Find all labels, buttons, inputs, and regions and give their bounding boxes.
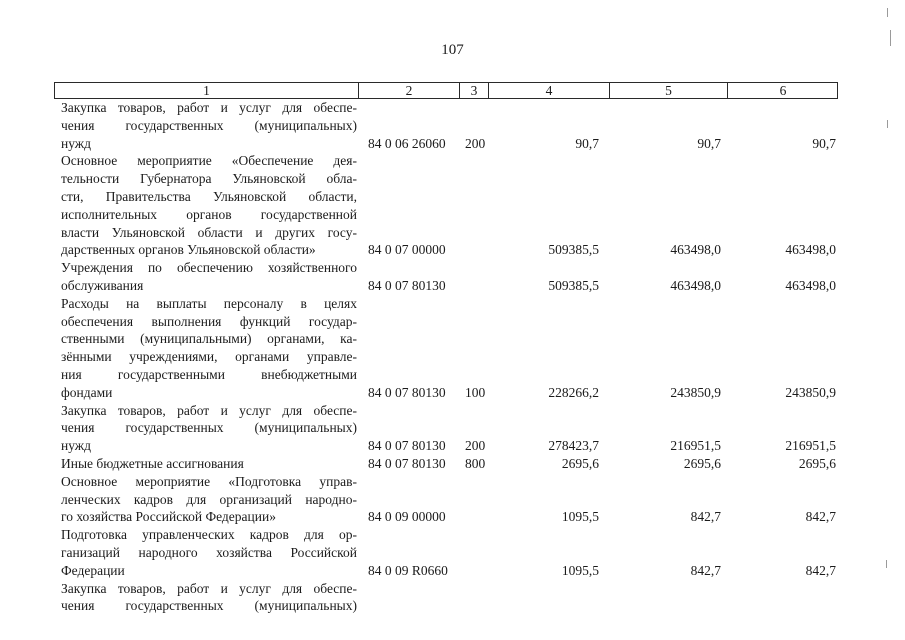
row-description <box>61 402 357 455</box>
description-line: обеспечения выполнения функций государ- <box>61 313 357 329</box>
row-value-year-2: 842,7 <box>690 562 721 578</box>
row-code: 84 0 09 00000 <box>368 509 446 525</box>
row-value-year-3: 243850,9 <box>785 384 836 400</box>
description-line: Закупка товаров, работ и услуг для обеспе- <box>61 100 357 115</box>
row-code: 84 0 06 26060 <box>368 135 446 151</box>
row-value-year-1: 90,7 <box>575 135 599 151</box>
description-line: Расходы на выплаты персоналу в целях <box>61 295 357 311</box>
row-value-year-1: 509385,5 <box>548 278 599 293</box>
description-line: ственными (муниципальными) органами, ка- <box>61 331 357 347</box>
scan-edge-mark <box>887 120 888 128</box>
row-value-year-2: 463498,0 <box>670 278 721 293</box>
row-value-year-2: 463498,0 <box>670 242 721 258</box>
scan-edge-mark <box>887 8 888 17</box>
row-value-year-2: 842,7 <box>690 509 721 525</box>
row-value-year-3: 216951,5 <box>785 438 836 454</box>
row-expense-type: 100 <box>465 384 486 400</box>
row-value-year-3: 463498,0 <box>785 278 836 293</box>
row-description <box>61 99 357 152</box>
description-line: Учреждения по обеспечению хозяйственного <box>61 260 357 276</box>
scan-edge-mark <box>890 30 891 46</box>
scan-edge-mark <box>886 560 887 568</box>
row-value-year-1: 1095,5 <box>561 509 599 525</box>
description-line: Закупка товаров, работ и услуг для обеспе- <box>61 402 357 418</box>
description-line: нужд <box>61 438 91 454</box>
description-line: Основное мероприятие «Обеспечение дея- <box>61 153 357 169</box>
row-code: 84 0 07 80130 <box>368 384 446 400</box>
description-line: исполнительных органов государственной <box>61 206 357 222</box>
row-code: 84 0 07 80130 <box>368 438 446 454</box>
row-expense-type: 200 <box>465 135 486 151</box>
description-line: го хозяйства Российской Федерации» <box>61 509 276 525</box>
row-value-year-1: 509385,5 <box>548 242 599 258</box>
description-line: Закупка товаров, работ и услуг для обеспе- <box>61 580 357 596</box>
row-value-year-2: 216951,5 <box>670 438 721 454</box>
row-code: 84 0 09 R0660 <box>368 562 448 578</box>
description-line: Федерации <box>61 562 125 578</box>
description-line: чения государственных (муниципальных) <box>61 117 357 133</box>
header-cell-year-1: 4 <box>545 83 553 98</box>
header-cell-code: 2 <box>405 83 413 98</box>
row-description <box>61 455 357 473</box>
description-line: Подготовка управленческих кадров для ор- <box>61 527 357 543</box>
row-value-year-3: 463498,0 <box>785 242 836 258</box>
row-value-year-3: 90,7 <box>812 135 836 151</box>
description-line: Основное мероприятие «Подготовка управ- <box>61 473 357 489</box>
description-line: ния государственными внебюджетными <box>61 366 357 382</box>
row-value-year-2: 2695,6 <box>683 456 721 471</box>
row-expense-type: 200 <box>465 438 486 454</box>
row-code: 84 0 07 00000 <box>368 242 446 258</box>
header-cell-year-2: 5 <box>665 83 672 98</box>
row-code: 84 0 07 80130 <box>368 456 446 471</box>
row-value-year-1: 1095,5 <box>561 562 599 578</box>
description-line: фондами <box>61 384 113 400</box>
row-description <box>61 473 357 526</box>
description-line: власти Ульяновской области и других госу- <box>61 224 357 240</box>
row-value-year-3: 2695,6 <box>798 456 836 471</box>
page-number: 107 <box>441 42 464 58</box>
row-value-year-1: 228266,2 <box>548 384 599 400</box>
description-line: чения государственных (муниципальных) <box>61 420 357 436</box>
description-line: чения государственных (муниципальных) <box>61 598 357 614</box>
description-line: Иные бюджетные ассигнования <box>61 456 244 471</box>
row-description <box>61 152 357 259</box>
row-value-year-1: 278423,7 <box>548 438 599 454</box>
row-value-year-3: 842,7 <box>805 562 836 578</box>
row-description <box>61 295 357 402</box>
description-line: ленческих кадров для организаций народно- <box>61 491 357 507</box>
row-expense-type: 800 <box>465 456 486 471</box>
row-value-year-3: 842,7 <box>805 509 836 525</box>
row-description <box>61 580 357 616</box>
row-value-year-2: 243850,9 <box>670 384 721 400</box>
row-code: 84 0 07 80130 <box>368 278 446 293</box>
description-line: ганизаций народного хозяйства Российской <box>61 544 357 560</box>
row-description <box>61 526 357 579</box>
description-line: дарственных органов Ульяновской области» <box>61 242 316 258</box>
header-cell-name: 1 <box>203 83 210 98</box>
header-cell-type: 3 <box>470 83 478 98</box>
description-line: нужд <box>61 135 91 151</box>
description-line: тельности Губернатора Ульяновской обла- <box>61 171 357 187</box>
header-cell-year-3: 6 <box>779 83 787 98</box>
row-value-year-2: 90,7 <box>697 135 721 151</box>
description-line: зёнными учреждениями, органами управле- <box>61 349 357 365</box>
row-description <box>61 259 357 295</box>
description-line: сти, Правительства Ульяновской области, <box>61 188 357 204</box>
row-value-year-1: 2695,6 <box>561 456 599 471</box>
description-line: обслуживания <box>61 277 144 293</box>
